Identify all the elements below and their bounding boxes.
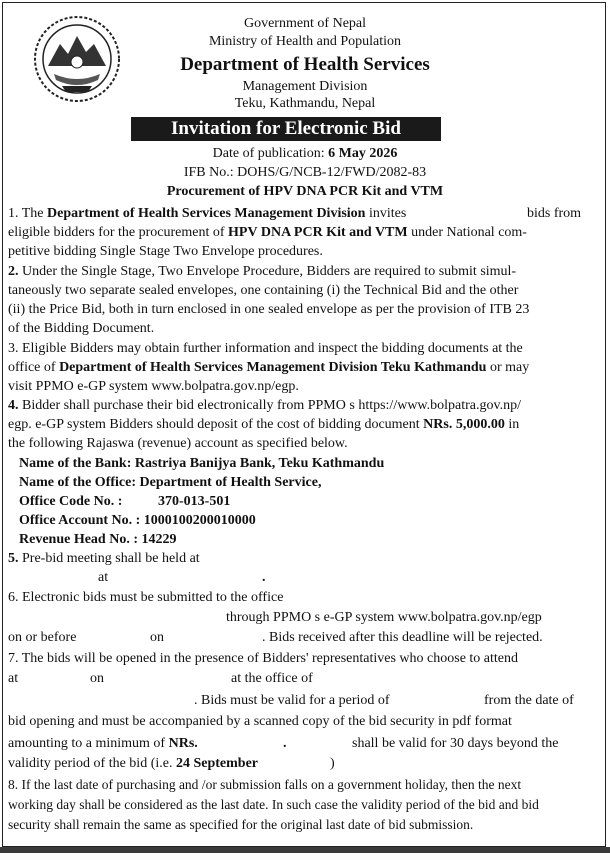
p6-line3c: . Bids received after this deadline will be rejected. [262,630,543,645]
p1-line1-end: bids from [527,206,582,221]
header-government: Government of Nepal [243,16,367,31]
p7-line5a: amounting to a minimum of NRs. [8,736,198,751]
p6-line3b: on [150,630,164,645]
header-address: Teku, Kathmandu, Nepal [234,96,376,111]
p4-line3: the following Rajaswa (revenue) account as specified below. [8,436,348,451]
p6-line1: 6. Electronic bids must be submitted to the office [8,590,284,605]
p7-line2c: at the office of [231,671,313,686]
p5-line1: 5. Pre-bid meeting shall be held at [8,551,200,566]
p7-line1: 7. The bids will be opened in the presence of Bidders' representatives who choose to attend [8,651,519,666]
p7-line5-dot: . [283,736,287,751]
p6-line3a: on or before [8,630,77,645]
revenue-head: Revenue Head No. : 14229 [19,532,177,547]
procurement-title: Procurement of HPV DNA PCR Kit and VTM [166,184,444,199]
p8-line2: working day shall be considered as the last date. In such case the validity period of the bid and bid [8,797,539,812]
p7-line3b: from the date of [484,693,574,708]
p7-line2b: on [90,671,104,686]
p5-at: at [98,570,109,585]
p3-line2: office of Department of Health Services Management Division Teku Kathmandu or may [8,360,530,375]
office-name: Name of the Office: Department of Health Service, [19,475,322,490]
p1-line1: 1. The Department of Health Services Management Division invites [8,206,407,221]
bank-name: Name of the Bank: Rastriya Banijya Bank, Teku Kathmandu [19,456,385,471]
p8-line3: security shall remain the same as specified for the original last date of bid submission. [8,817,474,832]
page-title-banner: Invitation for Electronic Bid [131,117,441,141]
header-department: Department of Health Services [180,54,430,75]
header-division: Management Division [242,79,368,94]
header-ministry: Ministry of Health and Population [208,34,402,49]
p7-line4: bid opening and must be accompanied by a scanned copy of the bid security in pdf format [8,714,512,729]
office-code-value: 370-013-501 [158,494,231,509]
bottom-rule [0,847,610,853]
p7-line6a: validity period of the bid (i.e. 24 September [8,756,259,771]
p1-line2: eligible bidders for the procurement of HPV DNA PCR Kit and VTM under National com- [8,225,527,240]
p3-line1: 3. Eligible Bidders may obtain further information and inspect the bidding documents at the [8,341,523,356]
p2-line4: of the Bidding Document. [8,321,155,336]
p7-line2a: at [8,671,19,686]
p4-line2: egp. e-GP system Bidders should deposit of the cost of bidding document NRs. 5,000.00 in [8,417,520,432]
p2-line3: (ii) the Price Bid, both in turn enclosed in one sealed envelope as per the provision of ITB 23 [8,302,530,317]
p7-line3a: . Bids must be valid for a period of [194,693,390,708]
p1-line3: petitive bidding Single Stage Two Envelope procedures. [8,244,323,259]
p8-line1: 8. If the last date of purchasing and /or submission falls on a government holiday, then the next [8,777,522,792]
ifb-number: IFB No.: DOHS/G/NCB-12/FWD/2082-83 [183,165,427,180]
p2-line1: 2. Under the Single Stage, Two Envelope Procedure, Bidders are required to submit simul- [8,264,517,279]
office-account: Office Account No. : 1000100200010000 [19,513,256,528]
p5-dot: . [262,570,266,585]
p3-line3: visit PPMO e-GP system www.bolpatra.gov.np/egp. [8,379,299,394]
p7-line5d: shall be valid for 30 days beyond the [352,736,559,751]
office-code-label: Office Code No. : [19,494,123,509]
p6-line2: through PPMO s e-GP system www.bolpatra.gov.np/egp [226,610,542,625]
p7-line6c: ) [330,756,335,771]
p4-line1: 4. Bidder shall purchase their bid electronically from PPMO s https://www.bolpatra.gov.np/ [8,398,521,413]
p2-line2: taneously two separate sealed envelopes, one containing (i) the Technical Bid and the other [8,283,519,298]
publication-date: Date of publication: 6 May 2026 [212,146,398,161]
